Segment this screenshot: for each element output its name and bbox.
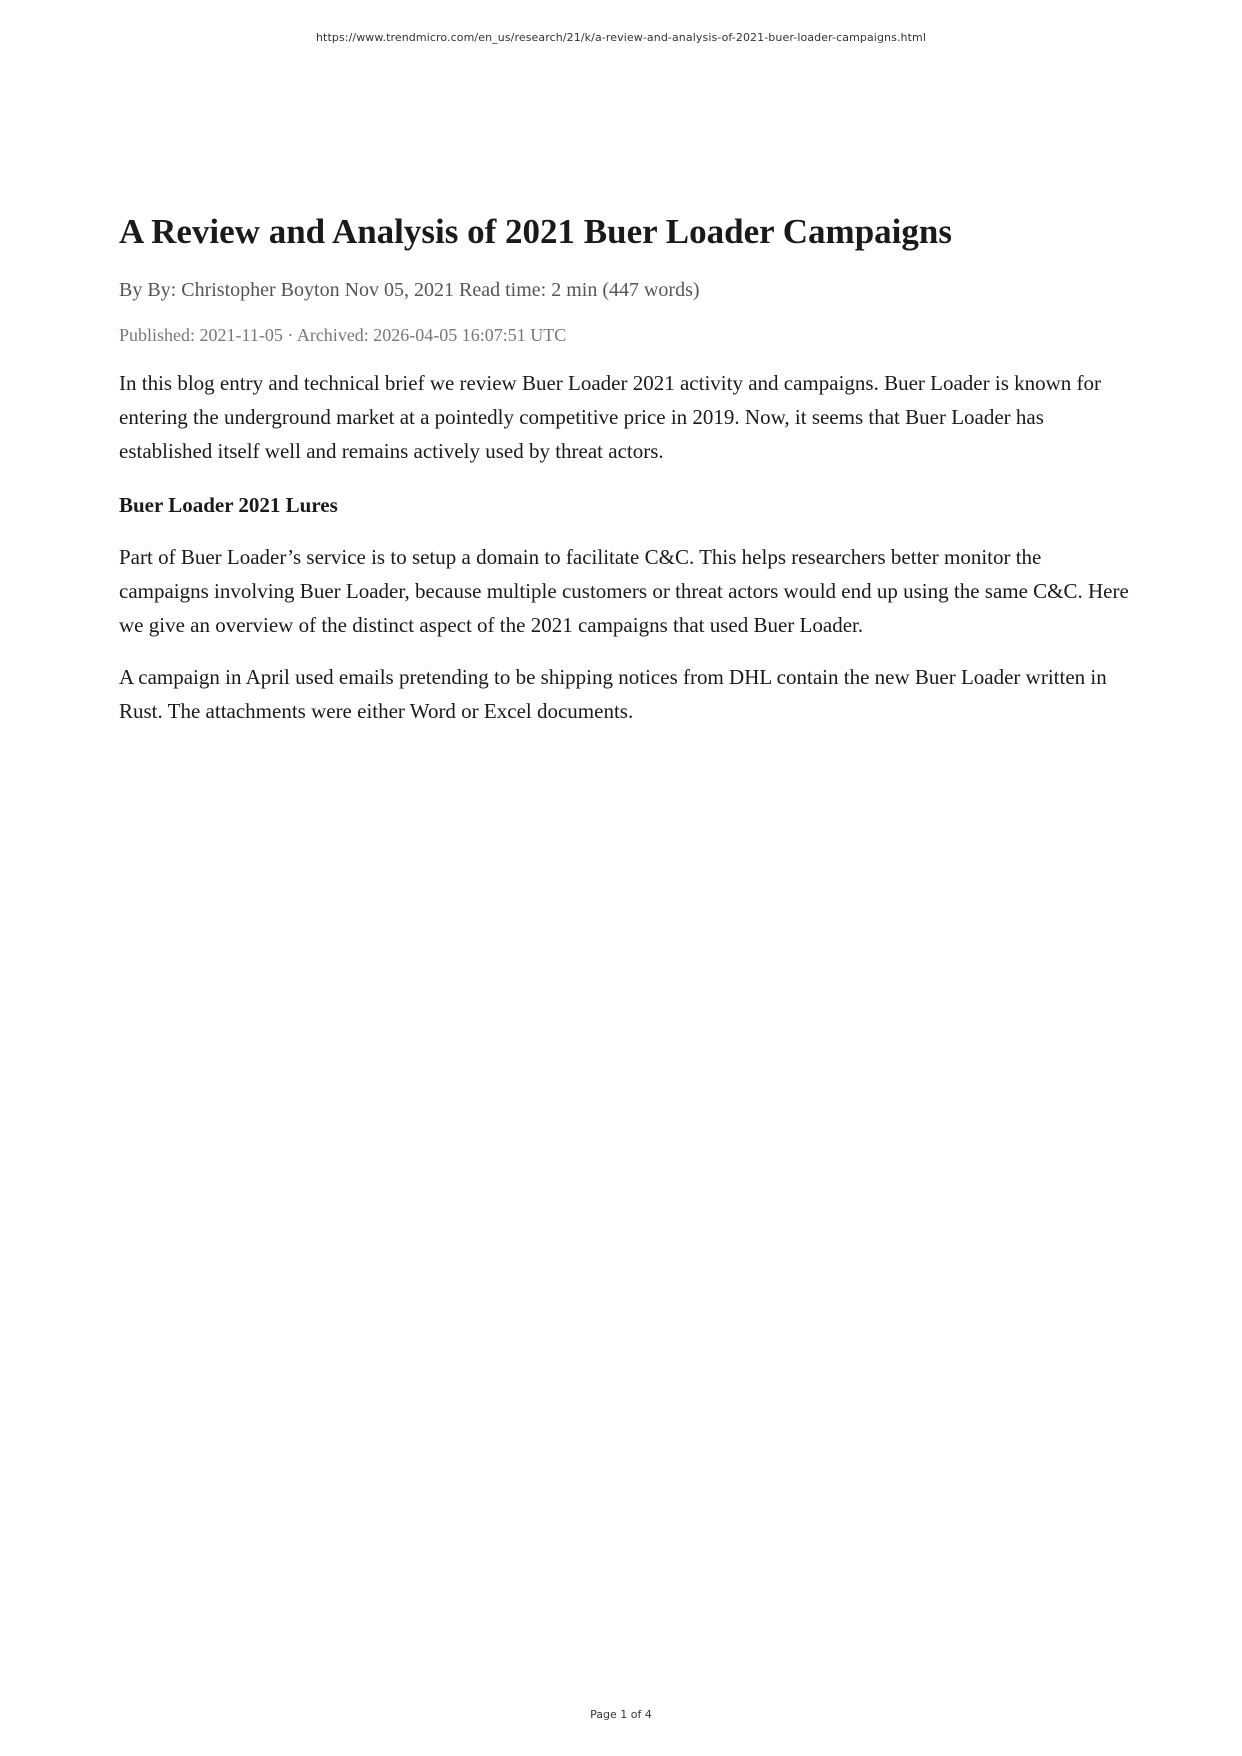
article [119,210,1129,728]
intro-paragraph: In this blog entry and technical brief we review Buer Loader 2021 activity and campaigns. Buer Loader is known for entering the underground market at a pointedly competitive price in 2019. Now, it seems that Buer Loader has established itself well and remains actively used by threat actors. [119,371,1102,463]
body-paragraph-2: A campaign in April used emails pretending to be shipping notices from DHL contain the new Buer Loader written in Rust. The attachments were either Word or Excel documents. [119,665,1107,723]
page-number-footer: Page 1 of 4 [590,1708,652,1721]
section-heading: Buer Loader 2021 Lures [119,493,338,517]
article-title: A Review and Analysis of 2021 Buer Loader Campaigns [119,212,952,251]
article-byline: By By: Christopher Boyton Nov 05, 2021 Read time: 2 min (447 words) [119,279,700,301]
publication-meta: Published: 2021-11-05 · Archived: 2026-04-05 16:07:51 UTC [119,325,567,345]
page-url-header: https://www.trendmicro.com/en_us/research/21/k/a-review-and-analysis-of-2021-buer-loader-campaigns.html [315,31,927,44]
body-paragraph-1: Part of Buer Loader’s service is to setup a domain to facilitate C&C. This helps researchers better monitor the campaigns involving Buer Loader, because multiple customers or threat actors would end up using the same C&C. Here we give an overview of the distinct aspect of the 2021 campaigns that used Buer Loader. [119,545,1129,637]
